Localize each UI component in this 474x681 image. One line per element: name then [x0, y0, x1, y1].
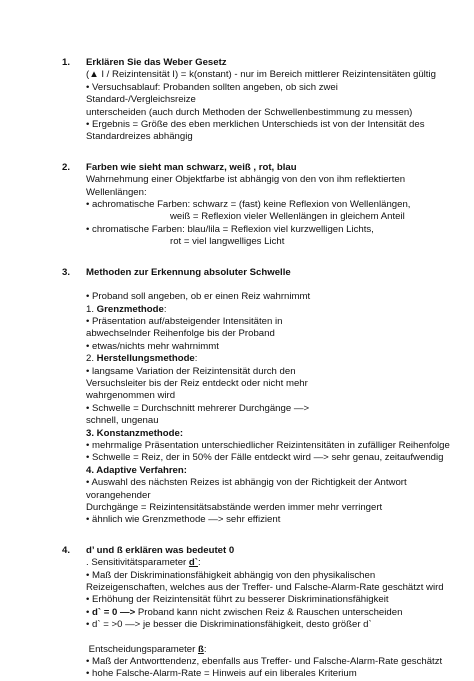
- bullet: •: [86, 606, 93, 618]
- text-line: Standardreizes abhängig: [86, 131, 193, 143]
- colon: :: [163, 303, 167, 315]
- section-title: Farben wie sieht man schwarz, weiß , rot, blau: [86, 161, 297, 173]
- section-colors: [62, 162, 467, 249]
- text-line: rot = viel langwelliges Licht: [170, 236, 285, 248]
- parameter-symbol: ß: [198, 643, 204, 655]
- text-line: Wellenlängen:: [86, 186, 147, 198]
- text-line: • Ergebnis = Größe des eben merklichen Unterschieds ist von der Intensität des: [86, 119, 425, 131]
- text-line: • etwas/nichts mehr wahrnimmt: [86, 340, 219, 352]
- spacer: [62, 527, 467, 539]
- text-line: Wahrnehmung einer Objektfarbe ist abhängig von den von ihm reflektierten: [86, 174, 406, 186]
- section-title: Erklären Sie das Weber Gesetz: [86, 57, 227, 68]
- text-line: • Schwelle = Reiz, der in 50% der Fälle entdeckt wird —> sehr genau, zeitaufwendig: [86, 452, 444, 464]
- colon: :: [194, 353, 198, 365]
- text-line: [86, 607, 467, 619]
- parameter-heading: [86, 557, 467, 569]
- text-line: • achromatische Farben: schwarz = (fast) keine Reflexion von Wellenlängen,: [86, 199, 411, 211]
- text-line: Reizeigenschaften, welches aus der Treffer- und Falsche-Alarm-Rate geschätzt wird: [86, 582, 444, 594]
- text-line: abwechselnder Reihenfolge bis der Proband: [86, 328, 275, 340]
- section-number: 1.: [62, 57, 71, 68]
- parameter-heading: [86, 644, 467, 656]
- text-part: . Sensitivitätsparameter: [86, 557, 189, 569]
- text-line: • d` = >0 —> je besser die Diskriminationsfähigkeit, desto größer d`: [86, 619, 372, 631]
- method-name: Herstellungsmethode: [96, 353, 195, 365]
- text-line: • Versuchsablauf: Probanden sollten angeben, ob sich zwei: [86, 81, 338, 93]
- text-line: • Schwelle = Durchschnitt mehrerer Durchgänge —>: [86, 402, 310, 414]
- section-title: Methoden zur Erkennung absoluter Schwelle: [86, 266, 291, 278]
- text-part: Proband kann nicht zwischen Reiz & Rauschen unterscheiden: [135, 606, 403, 618]
- text-line: • mehrmalige Präsentation unterschiedlicher Reizintensitäten in zufälliger Reihenfolge: [86, 439, 450, 451]
- section-number: 2.: [62, 161, 71, 173]
- spacer: [62, 144, 467, 156]
- method-heading: [86, 304, 467, 316]
- text-line: • langsame Variation der Reizintensität durch den: [86, 365, 296, 377]
- text-line: • ähnlich wie Grenzmethode —> sehr effizient: [86, 514, 281, 526]
- method-heading: 4. Adaptive Verfahren:: [86, 464, 187, 476]
- spacer: [62, 249, 467, 261]
- spacer: [86, 632, 467, 644]
- text-line: • hohe Falsche-Alarm-Rate = Hinweis auf ein liberales Kriterium: [86, 668, 357, 680]
- text-line: Standard-/Vergleichsreize: [86, 94, 196, 106]
- text-line: schnell, ungenau: [86, 415, 159, 427]
- method-number: 1.: [86, 303, 97, 315]
- method-heading: 3. Konstanzmethode:: [86, 427, 184, 439]
- section-number: 3.: [62, 266, 71, 278]
- section-threshold-methods: [62, 267, 467, 527]
- method-number: 2.: [86, 353, 97, 365]
- text-line: • chromatische Farben: blau/lila = Reflexion viel kurzwelligen Lichts,: [86, 223, 374, 235]
- text-line: • Maß der Diskriminationsfähigkeit abhängig von den physikalischen: [86, 569, 376, 581]
- text-line: • Präsentation auf/absteigender Intensitäten in: [86, 315, 283, 327]
- text-line: (▲ I / Reizintensität I) = k(onstant) - nur im Bereich mittlerer Reizintensitäten gültig: [86, 69, 436, 81]
- text-line: weiß = Reflexion vieler Wellenlängen in gleichem Anteil: [170, 211, 405, 223]
- text-line: • Maß der Antworttendenz, ebenfalls aus Treffer- und Falsche-Alarm-Rate geschätzt: [86, 656, 443, 668]
- text-line: vorangehender: [86, 489, 151, 501]
- bold-term: d` = 0 —>: [92, 606, 136, 618]
- text-line: • Auswahl des nächsten Reizes ist abhängig von der Richtigkeit der Antwort: [86, 477, 407, 489]
- text-line: Durchgänge = Reizintensitätsabstände werden immer mehr verringert: [86, 502, 383, 513]
- text-line: • Proband soll angeben, ob er einen Reiz wahrnimmt: [86, 291, 311, 303]
- parameter-symbol: d`: [188, 557, 198, 569]
- method-heading: [86, 353, 467, 365]
- document-content: [62, 57, 467, 681]
- text-line: unterscheiden (auch durch Methoden der Schwellenbestimmung zu messen): [86, 106, 413, 118]
- section-number: 4.: [62, 544, 71, 556]
- colon: :: [197, 557, 201, 569]
- text-line: wahrgenommen wird: [86, 390, 176, 402]
- text-line: • Erhöhung der Reizintensität führt zu besserer Diskriminationsfähigkeit: [86, 594, 389, 606]
- colon: :: [203, 643, 207, 655]
- text-part: Entscheidungsparameter: [88, 643, 198, 655]
- section-weber-law: [62, 57, 467, 144]
- text-line: Versuchsleiter bis der Reiz entdeckt oder nicht mehr: [86, 377, 308, 389]
- method-name: Grenzmethode: [96, 303, 164, 315]
- section-title: d’ und ß erklären was bedeutet 0: [86, 544, 235, 556]
- section-signal-detection: [62, 545, 467, 681]
- spacer: [86, 279, 467, 291]
